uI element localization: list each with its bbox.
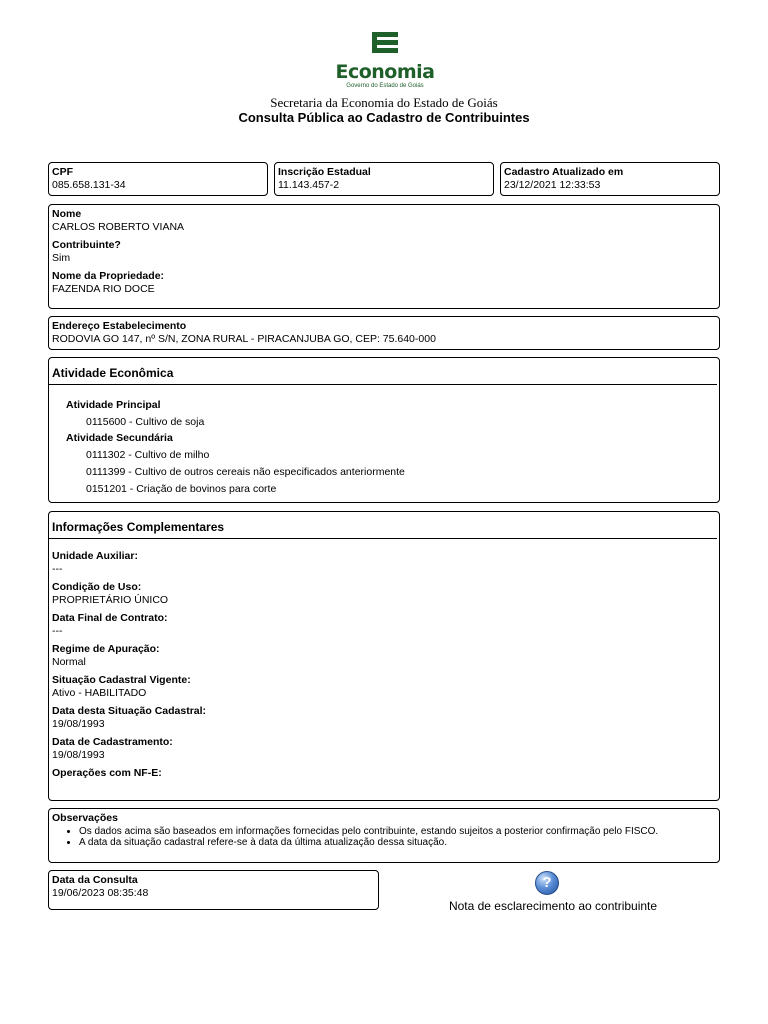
economia-logo bbox=[330, 30, 440, 94]
cpf-label: CPF bbox=[52, 166, 73, 178]
data-situacao-value: 19/08/1993 bbox=[52, 718, 105, 730]
operacoes-nfe-label: Operações com NF-E: bbox=[52, 767, 162, 779]
info-field bbox=[49, 643, 719, 669]
propriedade-value: FAZENDA RIO DOCE bbox=[52, 283, 155, 295]
inscricao-label: Inscrição Estadual bbox=[278, 166, 371, 178]
atividade-economica-title: Atividade Econômica bbox=[49, 366, 717, 385]
data-final-contrato-label: Data Final de Contrato: bbox=[52, 612, 168, 624]
contribuinte-label: Contribuinte? bbox=[52, 239, 121, 251]
info-field bbox=[49, 674, 719, 700]
info-field bbox=[49, 581, 719, 607]
nome-value: CARLOS ROBERTO VIANA bbox=[52, 221, 185, 233]
regime-apuracao-label: Regime de Apuração: bbox=[52, 643, 160, 655]
atividade-principal-label: Atividade Principal bbox=[66, 399, 161, 411]
condicao-uso-value: PROPRIETÁRIO ÚNICO bbox=[52, 594, 169, 606]
contribuinte-value: Sim bbox=[52, 252, 71, 264]
situacao-cadastral-label: Situação Cadastral Vigente: bbox=[52, 674, 191, 686]
logo-tagline: Governo do Estado de Goiás bbox=[346, 83, 424, 89]
observacoes-label: Observações bbox=[52, 812, 118, 824]
data-cadastramento-label: Data de Cadastramento: bbox=[52, 736, 173, 748]
data-consulta-box bbox=[48, 870, 379, 910]
data-consulta-label: Data da Consulta bbox=[52, 874, 138, 886]
logo-mark-icon bbox=[372, 32, 398, 62]
info-field bbox=[49, 612, 719, 638]
inscricao-box bbox=[274, 162, 494, 196]
info-field bbox=[49, 736, 719, 762]
cpf-value: 085.658.131-34 bbox=[52, 179, 126, 191]
observacoes-list bbox=[49, 826, 719, 848]
endereco-label: Endereço Estabelecimento bbox=[52, 320, 187, 332]
atividade-secundaria-item: 0151201 - Criação de bovinos para corte bbox=[86, 483, 277, 495]
data-consulta-value: 19/06/2023 08:35:48 bbox=[52, 887, 149, 899]
info-field bbox=[49, 705, 719, 731]
regime-apuracao-value: Normal bbox=[52, 656, 86, 668]
list-item: • Os dados acima são baseados em informações fornecidas pelo contribuinte, estando sujeitos a posterior confirmação pelo FISCO. bbox=[79, 826, 719, 837]
data-situacao-label: Data desta Situação Cadastral: bbox=[52, 705, 207, 717]
cadastro-atualizado-box bbox=[500, 162, 720, 196]
inscricao-value: 11.143.457-2 bbox=[278, 179, 340, 191]
atividade-secundaria-item: 0111302 - Cultivo de milho bbox=[86, 449, 210, 461]
informacoes-complementares-box bbox=[48, 511, 720, 801]
atividade-principal-value: 0115600 - Cultivo de soja bbox=[86, 416, 205, 428]
logo-wordmark: Economia bbox=[335, 61, 435, 83]
cpf-box bbox=[48, 162, 268, 196]
informacoes-complementares-title: Informações Complementares bbox=[49, 520, 717, 539]
observacoes-box bbox=[48, 808, 720, 863]
condicao-uso-label: Condição de Uso: bbox=[52, 581, 142, 593]
page-title: Consulta Pública ao Cadastro de Contribuintes bbox=[238, 110, 530, 125]
header-secretaria: Secretaria da Economia do Estado de Goiás bbox=[270, 95, 498, 110]
atividade-economica-box bbox=[48, 357, 720, 503]
info-field bbox=[49, 767, 719, 780]
data-cadastramento-value: 19/08/1993 bbox=[52, 749, 105, 761]
endereco-box bbox=[48, 316, 720, 350]
situacao-cadastral-value: Ativo - HABILITADO bbox=[52, 687, 147, 699]
data-final-contrato-value: --- bbox=[52, 625, 63, 637]
identificacao-box bbox=[48, 204, 720, 309]
endereco-value: RODOVIA GO 147, nº S/N, ZONA RURAL - PIRACANJUBA GO, CEP: 75.640-000 bbox=[52, 333, 436, 345]
list-item: • A data da situação cadastral refere-se à data da última atualização dessa situação. bbox=[79, 837, 719, 848]
nome-label: Nome bbox=[52, 208, 82, 220]
question-icon[interactable]: ? bbox=[535, 871, 559, 895]
atividade-secundaria-item: 0111399 - Cultivo de outros cereais não especificados anteriormente bbox=[86, 466, 405, 478]
cadastro-atualizado-label: Cadastro Atualizado em bbox=[504, 166, 624, 178]
info-field bbox=[49, 550, 719, 576]
nota-esclarecimento-link[interactable]: Nota de esclarecimento ao contribuinte bbox=[448, 899, 658, 913]
atividade-secundaria-label: Atividade Secundária bbox=[66, 432, 173, 444]
propriedade-label: Nome da Propriedade: bbox=[52, 270, 165, 282]
unidade-auxiliar-value: --- bbox=[52, 563, 63, 575]
unidade-auxiliar-label: Unidade Auxiliar: bbox=[52, 550, 138, 562]
cadastro-atualizado-value: 23/12/2021 12:33:53 bbox=[504, 179, 601, 191]
